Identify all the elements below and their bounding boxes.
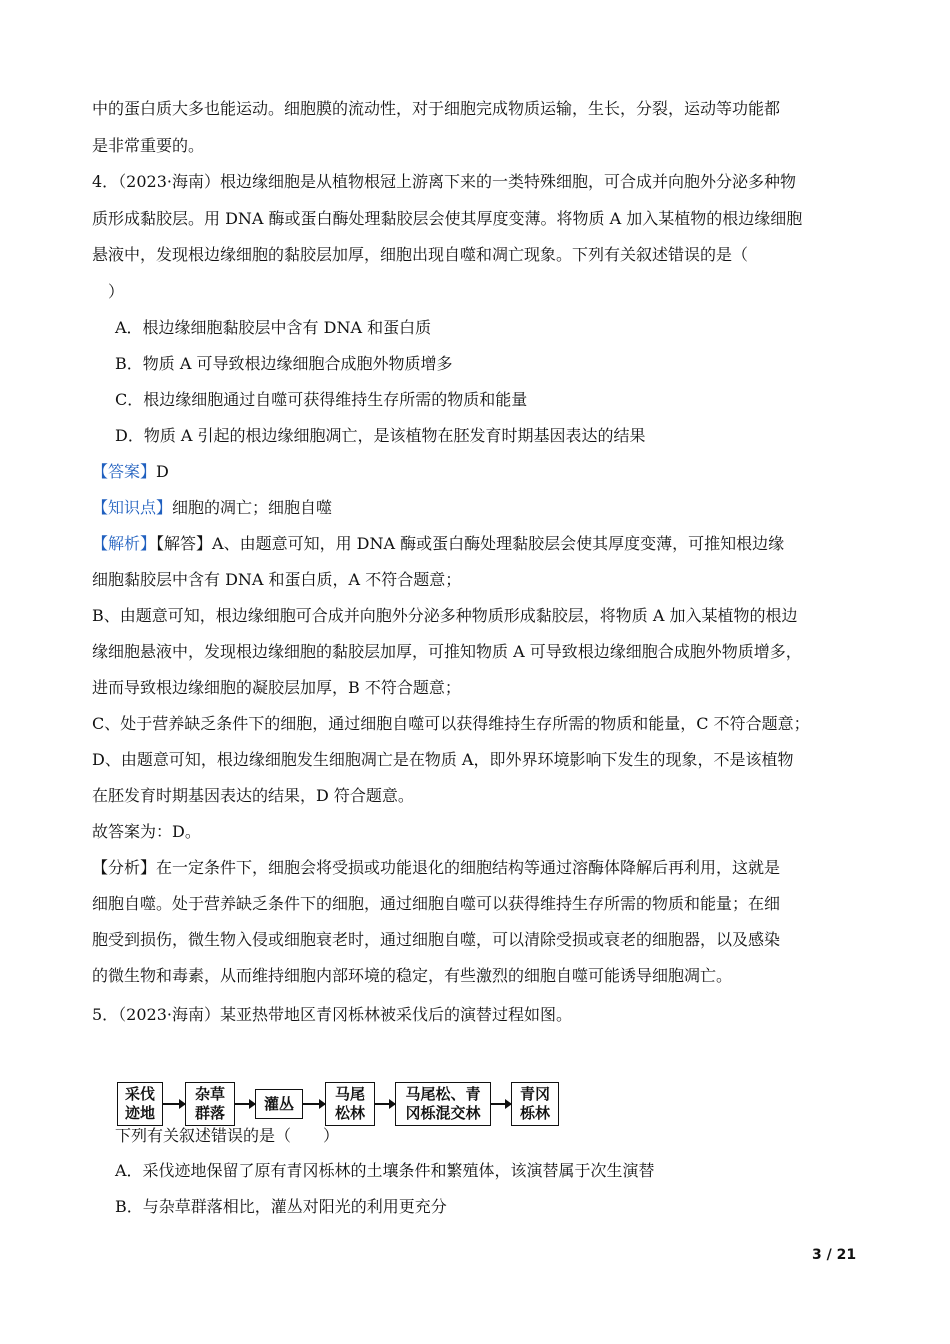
analysis-text: 细胞黏胶层中含有 DNA 和蛋白质，A 不符合题意；	[92, 570, 462, 589]
page-number: 3 / 21	[812, 1247, 857, 1263]
question-5-prompt: 下列有关叙述错误的是（ ）	[115, 1126, 340, 1145]
flow-node: 青冈 栎林	[511, 1082, 559, 1126]
text-line: 是非常重要的。	[92, 136, 205, 155]
flow-node: 采伐 迹地	[117, 1082, 163, 1126]
flow-node: 马尾 松林	[325, 1082, 375, 1126]
option-d: D．物质 A 引起的根边缘细胞凋亡，是该植物在胚发育时期基因表达的结果	[115, 426, 646, 445]
text-line: 中的蛋白质大多也能运动。细胞膜的流动性，对于细胞完成物质运输，生长，分裂，运动等功能都	[92, 99, 781, 118]
analysis-text: 在胚发育时期基因表达的结果，D 符合题意。	[92, 786, 414, 805]
option-a: A．采伐迹地保留了原有青冈栎林的土壤条件和繁殖体，该演替属于次生演替	[115, 1161, 655, 1180]
arrow-icon	[491, 1103, 511, 1105]
analysis-text: B、由题意可知，根边缘细胞可合成并向胞外分泌多种物质形成黏胶层，将物质 A 加入某植物的根边	[92, 606, 798, 625]
question-5-stem: 5．（2023·海南）某亚热带地区青冈栎林被采伐后的演替过程如图。	[92, 1005, 572, 1024]
arrow-icon	[375, 1103, 395, 1105]
analysis-text: C、处于营养缺乏条件下的细胞，通过细胞自噬可以获得维持生存所需的物质和能量，C 不符合题意；	[92, 714, 810, 733]
question-4-stem: 4．（2023·海南）根边缘细胞是从植物根冠上游离下来的一类特殊细胞，可合成并向胞外分泌多种物	[92, 172, 796, 191]
analysis-line	[92, 534, 784, 554]
analysis-first: 【解答】A、由题意可知，用 DNA 酶或蛋白酶处理黏胶层会使其厚度变薄，可推知根边缘	[156, 534, 785, 553]
analysis-text: 进而导致根边缘细胞的凝胶层加厚，B 不符合题意；	[92, 678, 461, 697]
knowledge-tag: 【知识点】	[92, 498, 173, 517]
knowledge-line	[92, 498, 332, 518]
analysis-text: D、由题意可知，根边缘细胞发生细胞凋亡是在物质 A，即外界环境影响下发生的现象，不是该植物	[92, 750, 794, 769]
final-answer: 故答案为：D。	[92, 822, 201, 841]
analysis-text: 缘细胞悬液中，发现根边缘细胞的黏胶层加厚，可推知物质 A 可导致根边缘细胞合成胞外物质增多，	[92, 642, 802, 661]
flow-node: 灌丛	[255, 1089, 303, 1119]
answer-text: D	[156, 462, 169, 481]
answer-line	[92, 462, 169, 482]
arrow-icon	[163, 1103, 185, 1105]
flow-node: 杂草 群落	[185, 1082, 235, 1126]
analysis-tag: 【解析】	[92, 534, 157, 553]
analysis-text: 细胞自噬。处于营养缺乏条件下的细胞，通过细胞自噬可以获得维持生存所需的物质和能量；在细	[92, 894, 781, 913]
analysis-text: 胞受到损伤，微生物入侵或细胞衰老时，通过细胞自噬，可以清除受损或衰老的细胞器，以及感染	[92, 930, 781, 949]
answer-tag: 【答案】	[92, 462, 157, 481]
knowledge-text: 细胞的凋亡；细胞自噬	[172, 498, 333, 517]
flow-node: 马尾松、青 冈栎混交林	[395, 1082, 491, 1126]
arrow-icon	[303, 1103, 325, 1105]
analysis-text: 的微生物和毒素，从而维持细胞内部环境的稳定，有些激烈的细胞自噬可能诱导细胞凋亡。	[92, 966, 733, 985]
option-c: C．根边缘细胞通过自噬可获得维持生存所需的物质和能量	[115, 390, 528, 409]
arrow-icon	[235, 1103, 255, 1105]
text-line: 悬液中，发现根边缘细胞的黏胶层加厚，细胞出现自噬和凋亡现象。下列有关叙述错误的是（	[92, 245, 749, 264]
option-b: B．物质 A 可导致根边缘细胞合成胞外物质增多	[115, 354, 453, 373]
analysis-text: 【分析】在一定条件下，细胞会将受损或功能退化的细胞结构等通过溶酶体降解后再利用，这就是	[92, 858, 781, 877]
option-a: A．根边缘细胞黏胶层中含有 DNA 和蛋白质	[115, 318, 432, 337]
text-line: ）	[108, 282, 125, 301]
text-line: 质形成黏胶层。用 DNA 酶或蛋白酶处理黏胶层会使其厚度变薄。将物质 A 加入某植物的根边缘细胞	[92, 209, 803, 228]
option-b: B．与杂草群落相比，灌丛对阳光的利用更充分	[115, 1197, 447, 1216]
